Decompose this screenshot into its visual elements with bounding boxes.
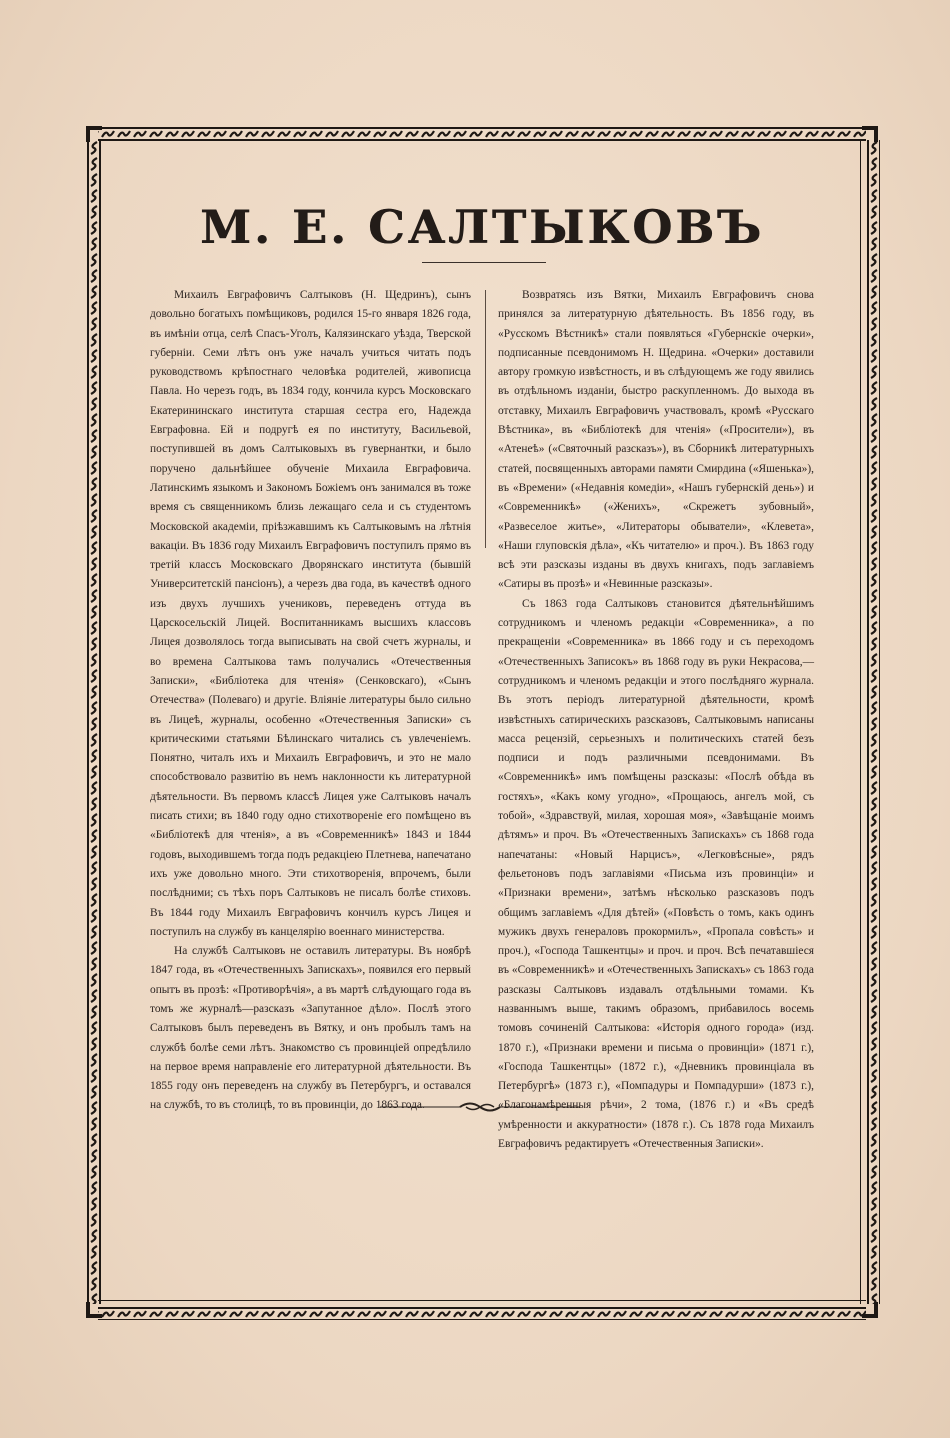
page-title: М. Е. САЛТЫКОВЪ: [199, 200, 765, 254]
end-ornament-icon: [380, 1100, 580, 1114]
column-divider: [485, 290, 486, 548]
right-column: [498, 286, 814, 1154]
paragraph: Михаилъ Евграфовичъ Салтыковъ (Н. Щедринъ), сынъ довольно богатыхъ помѣщиковъ, родился 15-го января 1826 года, въ имѣніи отца, селѣ Спасъ-Уголъ, Калязинскаго уѣзда, Тверской губерніи. Семи лѣтъ онъ уже началъ учиться читать подъ руководствомъ крѣпостнаго человѣка родителей, живописца Павла. Но черезъ годъ, въ 1834 году, кончила курсъ Московскаго Екатерининскаго института старшая сестра его, Надежда Евграфовна. Ей и подругѣ ея по институту, Васильевой, поступившей въ домъ Салтыковыхъ въ гувернантки, и было поручено дальнѣйшее обученіе Михаила Евграфовича. Латинскимъ языкомъ и Закономъ Божіемъ онъ занимался въ тоже время съ священникомъ близь лежащаго села и съ студентомъ Московской академіи, пріѣзжавшимъ къ Салтыковымъ на лѣтнія вакаціи. Въ 1836 году Михаилъ Евграфовичъ поступилъ прямо въ третій классъ Московскаго Дворянскаго института (бывшій Университетскій пансіонъ), а черезъ два года, въ качествѣ одного изъ двухъ лучшихъ учениковъ, переведенъ оттуда въ Царскосельскій Лицей. Воспитанникамъ высшихъ классовъ Лицея дозволялось тогда выписывать на свой счетъ журналы, и во времена Салтыкова тамъ получались «Отечественныя Записки», «Библіотека для чтенія» (Сенковскаго), «Сынъ Отечества» (Полеваго) и другіе. Вліяніе литературы было сильно въ Лицеѣ, журналы, особенно «Отечественныя Записки» съ критическими статьями Бѣлинскаго читались съ увлеченіемъ. Понятно, читалъ ихъ и Михаилъ Евграфовичъ, и это не мало способствовало развитію въ немъ наклонности къ литературной дѣятельности. Въ первомъ классѣ Лицея уже Салтыковъ началъ писать стихи; въ 1840 году одно стихотвореніе его помѣщено въ «Библіотекѣ для чтенія», а въ «Современникѣ» 1843 и 1844 годовъ, выходившемъ тогда подъ редакціею Плетнева, напечатано ихъ уже довольно много. Эти стихотворенія, впрочемъ, были послѣдними; съ тѣхъ поръ Салтыковъ не писалъ болѣе стиховъ. Въ 1844 году Михаилъ Евграфовичъ кончилъ курсъ Лицея и поступилъ на службу въ канцелярію военнаго министерства.: [150, 289, 472, 938]
paragraph: На службѣ Салтыковъ не оставилъ литературы. Въ ноябрѣ 1847 года, въ «Отечественныхъ Запискахъ», появился его первый опытъ въ прозѣ: «Противорѣчія», а въ мартѣ слѣдующаго года въ томъ же журналѣ—разсказъ «Запутанное дѣло». Послѣ этого Салтыковъ былъ переведенъ въ Вятку, и онъ пробылъ тамъ на службѣ болѣе семи лѣтъ. Знакомство съ провинціей опредѣлило на первое время направленіе его литературной дѣятельности. Въ 1855 году онъ переведенъ на службу въ Петербургъ, и оставался на службѣ, то въ столицѣ, то въ провинціи, до 1863 года.: [150, 945, 471, 1112]
paragraph: Съ 1863 года Салтыковъ становится дѣятельнѣйшимъ сотрудникомъ и членомъ редакціи «Современника», а по прекращеніи «Современника» въ 1866 году и съ переходомъ «Отечественныхъ Записокъ» въ 1868 году въ руки Некрасова,—сотрудникомъ и членомъ редакціи и этого послѣдняго журнала. Въ этотъ періодъ литературной дѣятельности, кромѣ извѣстныхъ сатирическихъ разсказовъ, Салтыковымъ написаны масса рецензій, серьезныхъ и политическихъ статей безъ подписи и подъ различными псевдонимами. Въ «Современникѣ» имъ помѣщены разсказы: «Послѣ обѣда въ гостяхъ», «Какъ кому угодно», «Прощаюсь, ангелъ мой, съ тобой», «Здравствуй, милая, хорошая моя», «Завѣщаніе моимъ дѣтямъ» и проч. Въ «Отечественныхъ Запискахъ» съ 1868 года напечатаны: «Новый Нарцисъ», «Легковѣсные», рядъ фельетоновъ подъ заглавіями «Письма изъ провинціи» и «Признаки времени», затѣмъ нѣсколько разсказовъ подъ общимъ заглавіемъ «Для дѣтей» («Повѣсть о томъ, какъ одинъ мужикъ двухъ генераловъ прокормилъ», «Пропала совѣсть» и проч.), «Господа Ташкентцы» и проч. и проч. Всѣ печатавшіеся въ «Современникѣ» и «Отечественныхъ Запискахъ» съ 1863 года разсказы Салтыковъ издавалъ отдѣльными томами. Къ названнымъ выше, такимъ образомъ, прибавилось восемь томовъ сочиненій Салтыкова: «Исторія одного города» (изд. 1870 г.), «Признаки времени и письма о провинціи» (1871 г.), «Господа Ташкентцы» (1872 г.), «Дневникъ провинціала въ Петербургѣ» (1873 г.), «Помпадуры и Помпадурши» (1873 г.), «Благонамѣренныя рѣчи», 2 тома, (1876 г.) и «Въ средѣ умѣренности и аккуратности» (1878 г.). Съ 1878 года Михаилъ Евграфовичъ редактируетъ «Отечественныя Записки».: [498, 597, 814, 1151]
title-divider: [422, 262, 546, 263]
left-column: [150, 286, 471, 1116]
paragraph: Возвратясь изъ Вятки, Михаилъ Евграфовичъ снова принялся за литературную дѣятельность. Въ 1856 году, въ «Русскомъ Вѣстникѣ» стали появляться «Губернскіе очерки», подписанные псевдонимомъ Н. Щедрина. «Очерки» доставили автору громкую извѣстность, и въ слѣдующемъ же году явились въ отдѣльномъ изданіи, быстро раскупленномъ. До выхода въ отставку, Михаилъ Евграфовичъ участвовалъ, кромѣ «Русскаго Вѣстника», въ «Библіотекѣ для чтенія» («Просители»), въ «Атенеѣ» («Святочный разсказъ»), въ Сборникѣ литературныхъ статей, посвященныхъ авторами памяти Смирдина («Яшенька»), въ «Времени» («Недавнія комедіи», «Нашъ губернскій день») и «Современникѣ» («Женихъ», «Скрежетъ зубовный», «Развеселое житье», «Литераторы обыватели», «Клевета», «Наши глуповскія дѣла», «Къ читателю» и проч.). Въ 1863 году всѣ эти разсказы изданы въ двухъ книгахъ, подъ заглавіемъ «Сатиры въ прозѣ» и «Невинные разсказы».: [498, 289, 814, 591]
